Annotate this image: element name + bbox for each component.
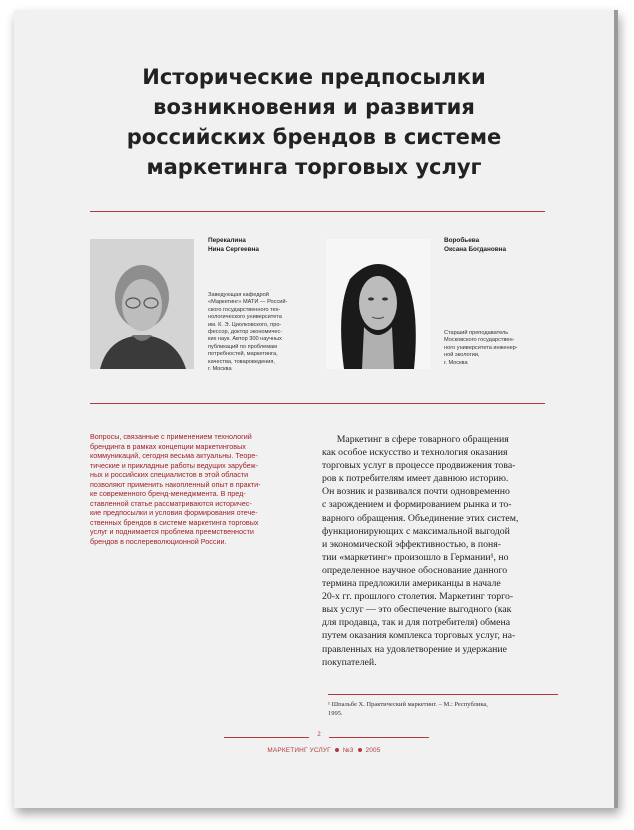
abstract-line: ставленной статье рассматриваются историчес- [90, 498, 252, 508]
author-photo-perekalina [90, 239, 194, 369]
title-line: Исторические предпосылки [142, 65, 486, 89]
footnote-divider [328, 694, 558, 695]
author-name-2 [444, 237, 506, 254]
bio-line: г. Москва [208, 366, 232, 373]
page-number: 2 [309, 732, 329, 738]
bio-line: нологического университета [208, 314, 282, 321]
body-line: функционирующих с максимальной выгодой [322, 525, 510, 537]
bio-line: потребностей, маркетинга, [208, 351, 278, 358]
author-name-line: Воробьева [444, 237, 480, 244]
abstract [90, 432, 302, 546]
abstract-line: услуг и поднимается проблема преемственности [90, 527, 254, 536]
footer-year: 2005 [365, 747, 381, 754]
body-line: 20-х гг. прошлого столетия. Маркетинг торго- [322, 591, 514, 603]
bio-line: публикаций по проблемам [208, 343, 277, 350]
body-line: и экономической эффективностью, в поня- [322, 538, 502, 550]
authors-divider [90, 403, 545, 404]
abstract-line: тические и прикладные работы ведущих зарубеж- [90, 460, 258, 470]
abstract-line: брендинга в рамках концепции маркетинговых [90, 441, 246, 451]
abstract-line: Вопросы, связанные с применением технологий [90, 432, 252, 441]
author-bio-2 [444, 330, 546, 367]
abstract-line: ке современного бренд-менеджмента. В пред- [90, 489, 246, 498]
bio-line: ких наук. Автор 300 научных [208, 336, 282, 343]
bio-line: ной экологии, [444, 352, 480, 359]
title-divider [90, 211, 545, 212]
footer-issue: №3 [342, 747, 354, 754]
bio-line: Заведующая кафедрой [208, 292, 269, 298]
author-name-line: Перекалина [208, 237, 246, 244]
author-name-line: Нина Сергеевна [208, 245, 259, 253]
bio-line: Старший преподаватель [444, 330, 509, 336]
body-line: вых услуг — это обеспечение выгодного (как [322, 604, 512, 616]
bio-line: Московского государствен- [444, 337, 515, 344]
bio-line: ского государственного тех- [208, 306, 281, 313]
article-title [74, 62, 554, 182]
body-line: ров к потребителям имеет давнюю историю. [322, 473, 509, 485]
body-line: как особое искусство и технология оказания [322, 447, 508, 459]
footer-divider-left [224, 737, 314, 738]
title-line: возникновения и развития [153, 95, 475, 119]
footer-journal: МАРКЕТИНГ УСЛУГ [267, 747, 331, 754]
article-body [322, 433, 554, 669]
body-line: с зарождением и формированием рынка и то- [322, 499, 512, 511]
bio-line: ного университета инженер- [444, 344, 518, 351]
author-bio-1 [208, 292, 310, 373]
body-line: путем оказания комплекса торговых услуг, на- [322, 630, 516, 642]
bio-line: качества, товароведения, [208, 358, 275, 365]
body-line: варного обращения. Объединение этих систем, [322, 512, 519, 524]
footnote [328, 701, 558, 718]
body-line: торговых услуг в процессе продвижения това- [322, 460, 516, 472]
bullet-icon [358, 748, 362, 752]
author-photo-vorobyeva [326, 239, 430, 369]
body-line: покупателей. [322, 656, 377, 668]
body-line: для продавца, так и для потребителя) обмена [322, 617, 511, 629]
body-line: Маркетинг в сфере товарного обращения [322, 434, 509, 445]
author-name-line: Оксана Богдановна [444, 245, 507, 253]
footer-divider-right [324, 737, 429, 738]
abstract-line: коммуникаций, сегодня весьма актуальны. Теоре- [90, 451, 258, 460]
bio-line: «Маркетинг» МАТИ — Россий- [208, 299, 288, 306]
body-line: правленных на удовлетворение и удержание [322, 643, 508, 655]
footnote-line: ¹ Шпальбе Х. Практический маркетинг. – М.: Республика, [328, 701, 488, 708]
title-line: маркетинга торговых услуг [146, 155, 482, 179]
abstract-line: позволяют применить накопленный опыт в практи- [90, 479, 261, 489]
author-name-1 [208, 237, 259, 254]
abstract-line: кие предпосылки и условия формирования отече- [90, 508, 258, 517]
body-line: тии «маркетинг» произошло в Германии¹, но [322, 551, 509, 563]
body-line: Он возник и развивался почти одновременно [322, 486, 510, 498]
bio-line: фессор, доктор экономичес- [208, 329, 283, 336]
abstract-line: брендов в послереволюционной России. [90, 536, 227, 546]
bio-line: им. К. Э. Циолковского, про- [208, 321, 282, 328]
body-line: термина предложили американцы в начале [322, 578, 501, 590]
bullet-icon [335, 748, 339, 752]
journal-footer [214, 747, 434, 754]
footnote-line: 1995. [328, 709, 343, 717]
journal-page [14, 10, 618, 808]
title-line: российских брендов в системе [126, 125, 502, 149]
bio-line: г. Москва [444, 359, 468, 366]
abstract-line: ных и российских специалистов в этой области [90, 470, 249, 479]
abstract-line: ственных брендов в системе маркетинга торговых [90, 517, 259, 527]
body-line: определенное научное обоснование данного [322, 564, 508, 576]
